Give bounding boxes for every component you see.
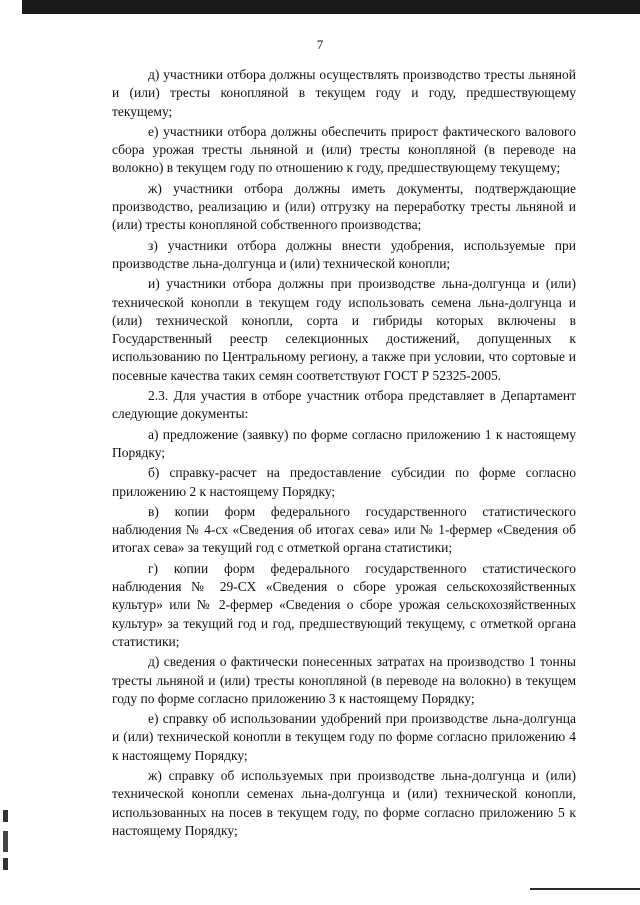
scan-top-border [22,0,640,14]
paragraph-2-3-v: в) копии форм федерального государственного статистического наблюдения № 4-сх «Сведения об итогах сева» или № 1-фермер «Сведения об итогах сева» за текущий год с отметкой органа статистики; [112,503,576,556]
scan-bottom-line [530,888,640,890]
paragraph-zh: ж) участники отбора должны иметь документы, подтверждающие производство, реализацию и (или) отгрузку на переработку тресты льняной и (или) тресты конопляной собственного производства; [112,180,576,233]
paragraph-2-3-e: е) справку об использовании удобрений при производстве льна-долгунца и (или) технической конопли в текущем году по форме согласно приложению 4 к настоящему Порядку; [112,711,576,763]
paragraph-e: е) участники отбора должны обеспечить прирост фактического валового сбора урожая тресты льняной и (или) тресты конопляной (в переводе на волокно) в текущем году по отношению к году, предшествующему текущему; [112,123,576,176]
paragraph-2-3-d: д) сведения о фактически понесенных затратах на производство 1 тонны тресты льняной и (или) тресты конопляной (в переводе на волокно) в текущем году по форме согласно приложению 3 к настоящему Порядку; [112,654,576,706]
paragraph-d: д) участники отбора должны осуществлять производство тресты льняной и (или) тресты конопляной в текущем году и году, предшествующему текущему; [112,67,576,119]
scan-margin-mark [3,810,8,870]
paragraph-i: и) участники отбора должны при производстве льна-долгунца и (или) технической конопли в текущем году использовать семена льна-долгунца и (или) технической конопли, сорта и гибриды которых включены в Государственный реестр селекционных достижений, допущенных к использованию по Центральному региону, а также при условии, что сортовые и посевные качества таких семян соответствуют ГОСТ Р 52325-2005. [112,276,576,383]
paragraph-2-3-zh: ж) справку об используемых при производстве льна-долгунца и (или) технической конопли семенах льна-долгунца и (или) технической конопли, использованных на посев в текущем году, по форме согласно приложению 5 к настоящему Порядку; [112,767,576,838]
page-number: 7 [316,37,324,52]
paragraph-2-3: 2.3. Для участия в отборе участник отбора представляет в Департамент следующие документы: [112,388,576,422]
document-body [112,66,576,842]
paragraph-2-3-g: г) копии форм федерального государственного статистического наблюдения № 29-СХ «Сведения о сборе урожая сельскохозяйственных культур» или № 2-фермер «Сведения о сборе урожая сельскохозяйственных культур» за текущий год и год, предшествующий текущему, с отметкой органа статистики; [112,560,576,649]
paragraph-2-3-a: а) предложение (заявку) по форме согласно приложению 1 к настоящему Порядку; [112,426,576,460]
paragraph-2-3-b: б) справку-расчет на предоставление субсидии по форме согласно приложению 2 к настоящему Порядку; [112,465,576,499]
paragraph-z: з) участники отбора должны внести удобрения, используемые при производстве льна-долгунца и (или) технической конопли; [112,237,576,271]
